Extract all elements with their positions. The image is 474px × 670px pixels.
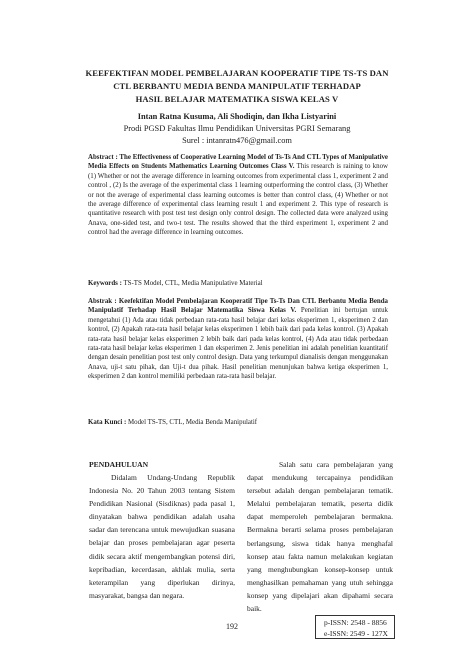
- issn-online: e-ISSN: 2549 - 127X: [324, 629, 388, 638]
- section-heading: PENDAHULUAN: [89, 460, 149, 469]
- right-column-paragraph: Salah satu cara pembelajaran yang dapat mendukung tercapainya pendidikan tersebut adalah dengan pembelajaran tematik. Melalui pembelajaran tematik, peserta didik dapat memperoleh pembelajaran bermakna. Bermakna berarti selama proses pembelajaran berlangsung, siswa tidak hanya menghafal konsep atau fakta namun melakukan kegiatan yang menghubungkan konsep-konsep untuk menghasilkan pemahaman yang utuh sehingga konsep yang dipelajari akan dipahami secara baik.: [247, 460, 393, 614]
- keywords-indonesian-text: Model TS-TS, CTL, Media Benda Manipulatif: [126, 419, 258, 426]
- abstract-indonesian-body: Penelitian ini bertujan untuk mengetahui (1) Ada atau tidak perbedaan rata-rata hasil belajar dari kelas eksperimen 1, eksperimen 2 dan kontrol, (2) Apakah rata-rata hasil belajar kelas eksperimen 1 lebih baik dari pada kelas kontrol. (3) Apakah rata-rata hasil belajar kelas eksperimen 2 lebih baik dari pada kelas kontrol, (4) Ada atau tidak perbedaan rata-rata hasil belajar kelas eksperimen 1 dan eksperimen 2. Jenis penelitian ini adalah penelitian kuantitatif dengan desain penelitian post test only control design. Data yang terkumpul dianalisis dengan menggunakan Anava, uji-t satu pihak, dan Uji-t dua pihak. Hasil penelitian menunjukan bahwa ketiga eksperimen 1, eksperimen 2 dan kontrol memiliki perbedaan rata-rata hasil belajar.: [88, 307, 388, 381]
- title-line: CTL BERBANTU MEDIA BENDA MANIPULATIF TERHADAP: [113, 81, 361, 91]
- abstract-indonesian: [88, 297, 388, 382]
- title-line: KEEFEKTIFAN MODEL PEMBELAJARAN KOOPERATIF TIPE TS-TS DAN: [85, 68, 389, 78]
- abstract-indonesian-lead: Abstrak : Keefektifan Model Pembelajaran Kooperatif Tipe Ts-Ts Dan CTL Berbantu Media Benda Manipulatif Terhadap Hasil Belajar Matematika Siswa Kelas V.: [88, 298, 388, 315]
- keywords-indonesian: [88, 418, 388, 427]
- paper-title: [80, 67, 394, 106]
- email: Surel : intanratn476@gmail.com: [182, 136, 292, 145]
- left-column-paragraph: Didalam Undang-Undang Republik Indonesia No. 20 Tahun 2003 tentang Sistem Pendidikan Nasional (Sisdiknas) pada pasal 1, dinyatakan bahwa pendidikan adalah usaha sadar dan terencana untuk mewujudkan suasana belajar dan proses pembelajaran agar peserta didik secara aktif mengembangkan potensi diri, kepribadian, kecerdasan, akhlak mulia, serta keterampilan yang diperlukan dirinya, masyarakat, bangsa dan negara.: [89, 473, 235, 600]
- author-block: [80, 111, 394, 147]
- abstract-english-body: This research is raining to know (1) Whether or not the average difference in learning outcomes from experimental class 1, experiment 2 and control , (2) Is the average of the experimental class 1 learning outperforming the control class, (3) Whether or not the average of experimental class learning outcomes is better than control class, (4) Whether or not the average difference of experimental class learning result 1 and experiment 2. This type of research is quantitative research with post test test design only control design. The collected data were analyzed using Anava, one-sided test, and two-t test. The results showed that the third experiment 1, experiment 2 and control had the average difference in learning outcomes.: [88, 163, 388, 237]
- left-column: [89, 471, 235, 602]
- issn-box: [315, 615, 395, 639]
- page-number: 192: [226, 622, 238, 631]
- title-line: HASIL BELAJAR MATEMATIKA SISWA KELAS V: [135, 94, 339, 104]
- keywords-english-text: TS-TS Model, CTL, Media Manipulative Material: [121, 280, 263, 287]
- right-column: [247, 458, 393, 615]
- keywords-english: [88, 279, 388, 288]
- issn-print: p-ISSN: 2548 - 8856: [324, 618, 387, 627]
- affiliation: Prodi PGSD Fakultas Ilmu Pendidikan Universitas PGRI Semarang: [123, 124, 351, 133]
- keywords-indonesian-label: Kata Kunci :: [88, 419, 127, 426]
- keywords-english-label: Keywords :: [88, 280, 122, 287]
- abstract-english-lead: Abstract : The Effectiveness of Cooperative Learning Model of Ts-Ts And CTL Types of Manipulative Media Effects on Students Mathematics Learning Outcomes Class V.: [88, 154, 388, 171]
- author-names: Intan Ratna Kusuma, Ali Shodiqin, dan Ikha Listyarini: [137, 112, 337, 121]
- abstract-english: [88, 153, 388, 238]
